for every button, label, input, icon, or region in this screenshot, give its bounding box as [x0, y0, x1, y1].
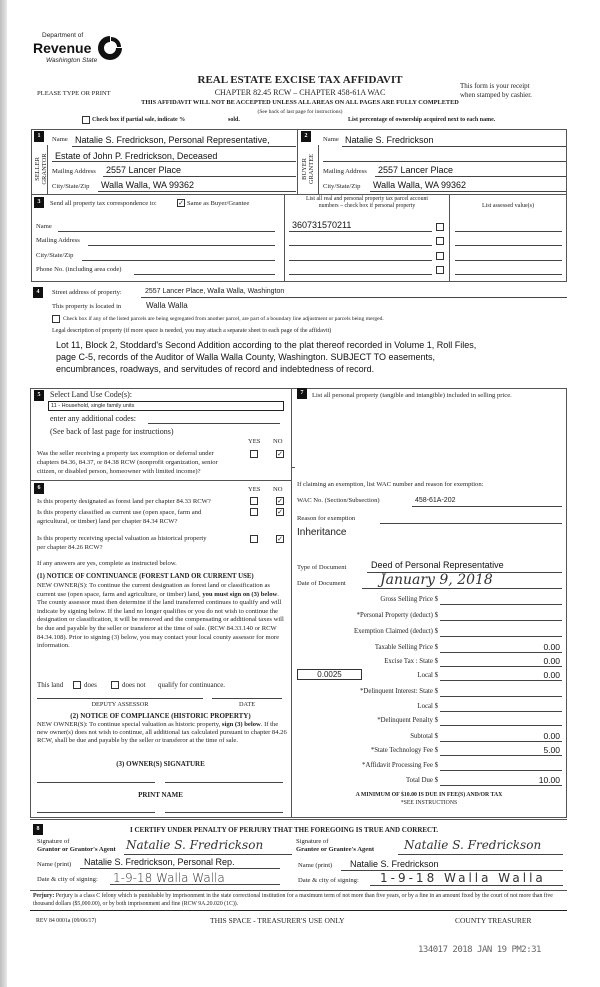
seller-city[interactable]: Walla Walla, WA 99362	[101, 180, 195, 190]
receipt-note-2: when stamped by cashier.	[460, 91, 532, 99]
legal-description-line-3[interactable]: encumbrances, roadways, and servitudes of record and indebtedness of record.	[56, 364, 375, 374]
corr-name-label: Name	[36, 223, 52, 230]
grantee-name-print-label: Name (print)	[298, 862, 333, 869]
deputy-assessor-label: DEPUTY ASSESSOR	[91, 701, 149, 708]
form-title: REAL ESTATE EXCISE TAX AFFIDAVIT	[197, 74, 403, 86]
fee-label: *Personal Property (deduct) $	[356, 612, 438, 619]
section-7-badge: 7	[297, 388, 307, 399]
local-rate-field[interactable]: 0.0025	[297, 669, 362, 680]
exemption-yes-checkbox[interactable]	[250, 450, 258, 458]
fee-label: Total Due $	[406, 777, 438, 784]
county-treasurer-label: COUNTY TREASURER	[455, 916, 532, 925]
seller-name-2[interactable]: Estate of John P. Fredrickson, Deceased	[55, 151, 218, 161]
fee-label: *Affidavit Processing Fee $	[362, 762, 438, 769]
historic-yes-checkbox[interactable]	[250, 535, 258, 543]
historic-no-checkbox[interactable]: ✓	[277, 535, 283, 543]
section-8-badge: 8	[33, 824, 43, 835]
fee-field[interactable]	[440, 725, 562, 726]
parcel-number-1[interactable]: 360731570211	[292, 220, 352, 230]
logo-line-2: Revenue	[33, 40, 92, 56]
owner-signature-title: (3) OWNER(S) SIGNATURE	[116, 760, 205, 768]
print-name-label: PRINT NAME	[138, 791, 183, 799]
buyer-name-label: Name	[323, 136, 339, 143]
corr-mail-label: Mailing Address	[36, 237, 80, 244]
corr-phone-label: Phone No. (including area code)	[36, 266, 122, 273]
fee-field[interactable]	[440, 636, 562, 637]
fee-label: *State Technology Fee $	[370, 747, 438, 754]
send-correspondence-label: Send all property tax correspondence to:	[50, 200, 157, 207]
forest-yes-checkbox[interactable]	[250, 497, 258, 505]
forest-land-question: Is this property designated as forest land per chapter 84.33 RCW?	[37, 498, 211, 505]
grantor-date-city-label: Date & city of signing:	[37, 876, 98, 883]
personal-property-checkbox-3[interactable]	[436, 252, 444, 260]
logo-line-1: Department of	[42, 32, 84, 39]
exemption-no-checkbox[interactable]: ✓	[277, 450, 283, 458]
fee-label: *Delinquent Interest: State $	[360, 688, 438, 695]
land-use-label: Select Land Use Code(s):	[50, 390, 132, 399]
parcel-header: List all real and personal property tax parcel account	[305, 196, 428, 202]
fee-label: Local $	[417, 703, 438, 710]
corr-mail-field[interactable]	[88, 245, 275, 246]
dor-logo-mark-icon	[96, 34, 124, 62]
segregated-label: Check box if any of the listed parcels are being segregated from another parcel, are part of a boundary line adjustment or parcels being merged.	[63, 316, 384, 322]
treasurer-use-label: THIS SPACE - TREASURER'S USE ONLY	[210, 916, 345, 925]
assessed-header: List assessed value(s)	[482, 203, 534, 209]
grantor-name-print-label: Name (print)	[37, 861, 72, 868]
document-type[interactable]: Deed of Personal Representative	[371, 560, 504, 570]
form-subtitle: CHAPTER 82.45 RCW – CHAPTER 458-61A WAC	[214, 88, 386, 97]
fee-field[interactable]	[440, 741, 562, 742]
scan-edge	[0, 0, 7, 987]
fee-label: Gross Selling Price $	[380, 596, 438, 603]
fee-value[interactable]: 0.00	[543, 670, 560, 680]
section-3-badge: 3	[34, 197, 44, 208]
fee-field[interactable]	[440, 755, 562, 756]
treasurer-stamp: 134017 2018 JAN 19 PM2:31	[418, 945, 541, 955]
buyer-mail[interactable]: 2557 Lancer Place	[378, 165, 454, 175]
grantee-date-city-label: Date & city of signing:	[298, 877, 359, 884]
additional-codes-field[interactable]	[148, 423, 280, 424]
receipt-note: This form is your receipt	[460, 82, 530, 90]
warning: THIS AFFIDAVIT WILL NOT BE ACCEPTED UNLESS ALL AREAS ON ALL PAGES ARE FULLY COMPLETED	[141, 99, 459, 106]
buyer-mail-label: Mailing Address	[323, 168, 367, 175]
personal-property-label: List all personal property (tangible and intangible) included in selling price.	[312, 392, 512, 399]
no-header-6: NO	[273, 486, 283, 493]
land-use-code-select[interactable]: 11 - Household, single family units	[48, 401, 284, 411]
reason-label: Reason for exemption	[297, 515, 356, 522]
section-5-badge: 5	[34, 390, 44, 401]
exemption-header: If claiming an exemption, list WAC number and reason for exemption:	[297, 481, 484, 488]
seller-grantor-label: SELLER GRANTOR	[34, 153, 48, 185]
seller-mail[interactable]: 2557 Lancer Place	[106, 165, 182, 175]
fee-value[interactable]: 0.00	[543, 642, 560, 652]
grantee-print-name[interactable]: Natalie S. Fredrickson	[350, 859, 439, 869]
ownership-note: List percentage of ownership acquired next to each name.	[348, 117, 496, 123]
does-qualify-checkbox[interactable]	[73, 681, 81, 689]
please-type: PLEASE TYPE OR PRINT	[37, 90, 111, 97]
fee-field[interactable]	[440, 711, 562, 712]
corr-city-field[interactable]	[82, 260, 275, 261]
sold-label: sold.	[228, 117, 240, 123]
legal-description-line-1[interactable]: Lot 11, Block 2, Stoddard's Second Addition according to the plat thereof recorded in Volume 1, Roll Files,	[56, 340, 477, 350]
seller-mail-label: Mailing Address	[52, 168, 96, 175]
section-2-badge: 2	[301, 131, 311, 142]
forest-no-checkbox[interactable]: ✓	[277, 497, 283, 505]
does-label: does	[84, 681, 97, 689]
grantor-date-city[interactable]: 1-9-18 Walla Walla	[113, 871, 225, 885]
located-in[interactable]: Walla Walla	[146, 301, 188, 310]
current-use-no-checkbox[interactable]: ✓	[277, 508, 283, 516]
buyer-grantee-label: BUYER GRANTEE	[301, 153, 315, 185]
street-address[interactable]: 2557 Lancer Place, Walla Walla, Washington	[145, 288, 285, 295]
grantor-sig-label: Signature of	[37, 838, 70, 845]
fee-value[interactable]: 0.00	[543, 731, 560, 741]
grantee-agent-label: Grantee or Grantee's Agent	[296, 846, 375, 853]
located-label: This property is located in	[52, 303, 122, 310]
street-label: Street address of property:	[52, 289, 122, 296]
fee-value[interactable]: 10.00	[538, 775, 560, 785]
yes-header-6: YES	[248, 486, 261, 493]
fee-label: Local $	[417, 672, 438, 679]
seller-name[interactable]: Natalie S. Fredrickson, Personal Representative,	[75, 135, 270, 145]
historic-question: Is this property receiving special valuation as historical property	[37, 535, 207, 542]
current-use-question: Is this property classified as current use (open space, farm and	[37, 509, 202, 516]
doc-type-label: Type of Document	[297, 564, 347, 571]
current-use-yes-checkbox[interactable]	[250, 508, 258, 516]
fee-value[interactable]: 0.00	[543, 656, 560, 666]
fee-label: Exemption Claimed (deduct) $	[354, 628, 438, 635]
does-not-label: does not	[122, 681, 146, 689]
partial-sale-label: Check box if partial sale, indicate %	[92, 117, 186, 123]
see-instructions: *SEE INSTRUCTIONS	[400, 800, 458, 806]
wac-label: WAC No. (Section/Subsection)	[297, 497, 380, 504]
does-not-qualify-checkbox[interactable]	[111, 681, 119, 689]
corr-city-label: City/State/Zip	[36, 252, 74, 259]
fee-field[interactable]	[440, 666, 562, 667]
fee-field[interactable]	[440, 680, 562, 681]
personal-property-checkbox-4[interactable]	[436, 266, 444, 274]
notice-continuance-text: NEW OWNER(S): To continue the current designation as forest land or classification as current use (open space, farm and agriculture, or timber) land, you must sign on (3) below. The county assessor must then determine if the land transferred continues to qualify and will indicate by signing below. If the land no longer qualifies or you do not wish to continue the designation or classification, it will be removed and the compensating or additional taxes will be due and payable by the seller or transferor at the time of sale. (RCW 84.33.140 or RCW 84.34.108). Prior to signing (3) below, you may contact your local county assessor for more information.	[37, 582, 284, 650]
section-1-badge: 1	[34, 131, 44, 142]
exemption-question-2: chapters 84.36, 84.37, or 84.38 RCW (nonprofit organization, senior	[37, 459, 218, 466]
wac-number[interactable]: 458-61A-202	[415, 497, 456, 504]
notice-compliance-text: NEW OWNER(S): To continue special valuation as historic property, sign (3) below. If the new owner(s) does not wish to continue, all additional tax calculated pursuant to chapter 84.26 RCW, shall be due and payable by the seller or transferor at the time of sale.	[37, 721, 287, 744]
personal-property-checkbox-2[interactable]	[436, 237, 444, 245]
seller-city-label: City/State/Zip	[52, 183, 90, 190]
fee-value[interactable]: 5.00	[543, 745, 560, 755]
section-4-badge: 4	[33, 287, 43, 298]
fee-field[interactable]	[440, 604, 562, 605]
notice-compliance-title: (2) NOTICE OF COMPLIANCE (HISTORIC PROPERTY)	[70, 712, 251, 720]
additional-codes-label: enter any additional codes:	[50, 414, 136, 423]
section-6-badge: 6	[34, 483, 44, 494]
buyer-city[interactable]: Walla Walla, WA 99362	[373, 180, 467, 190]
certify-statement: I CERTIFY UNDER PENALTY OF PERJURY THAT THE FOREGOING IS TRUE AND CORRECT.	[130, 826, 439, 834]
corr-name-field[interactable]	[58, 231, 275, 232]
seller-name-label: Name	[52, 136, 68, 143]
fee-field[interactable]	[440, 770, 562, 771]
grantee-sig-label: Signature of	[296, 838, 329, 845]
partial-sale-checkbox[interactable]	[82, 116, 90, 124]
if-yes-note: If any answers are yes, complete as instructed below.	[37, 560, 177, 567]
fee-label: Taxable Selling Price $	[374, 644, 438, 651]
perjury-notice: Perjury: Perjury is a class C felony which is punishable by imprisonment in the state correctional institution for a maximum term of not more than five years, or by a fine in an amount fixed by the court of not more than five thousand dollars ($5,000.00), or by both imprisonment and fine (RCW 9A.20.020 (1C)).	[33, 893, 553, 907]
historic-question-2: per chapter 84.26 RCW?	[37, 544, 103, 551]
fee-label: Subtotal $	[410, 733, 438, 740]
exemption-question: Was the seller receiving a property tax exemption or deferral under	[37, 450, 214, 457]
current-use-question-2: agricultural, or timber) land per chapter 84.34 RCW?	[37, 518, 178, 525]
notice-continuance-title: (1) NOTICE OF CONTINUANCE (FOREST LAND OR CURRENT USE)	[37, 573, 254, 580]
this-land-label: This land	[37, 681, 64, 689]
logo-line-3: Washington State	[46, 57, 98, 64]
legal-description-line-2[interactable]: page C-5, records of the Auditor of Walla Walla County, Washington. SUBJECT TO easements,	[56, 352, 436, 362]
yes-header: YES	[248, 438, 261, 445]
date-label: DATE	[238, 701, 256, 708]
grantor-agent-label: Grantor or Grantor's Agent	[37, 846, 116, 853]
qualify-label: qualify for continuance.	[158, 681, 226, 689]
minimum-due-note: A MINIMUM OF $10.00 IS DUE IN FEE(S) AND/OR TAX	[355, 792, 503, 798]
same-as-buyer-checkbox[interactable]: ✓	[178, 199, 184, 207]
fee-field[interactable]	[440, 652, 562, 653]
owner-signature-field[interactable]	[37, 782, 155, 783]
personal-property-checkbox-1[interactable]	[436, 223, 444, 231]
corr-phone-field[interactable]	[134, 274, 275, 275]
see-back: (See back of last page for instructions)	[257, 109, 343, 115]
parcel-header-2: numbers – check box if personal property	[318, 203, 416, 209]
grantor-signature[interactable]: Natalie S. Fredrickson	[126, 838, 264, 852]
legal-description-label: Legal description of property (if more space is needed, you may attach a separate sheet to each page of the affidavit)	[52, 328, 332, 334]
form-revision: REV 84 0001a (09/06/17)	[36, 918, 97, 924]
buyer-city-label: City/State/Zip	[323, 183, 361, 190]
exemption-question-3: citizen, or disabled person, homeowner with limited income)?	[37, 468, 201, 475]
grantor-print-name[interactable]: Natalie S. Fredrickson, Personal Rep.	[84, 857, 235, 867]
grantee-signature[interactable]: Natalie S. Fredrickson	[404, 838, 542, 852]
fee-label: Excise Tax : State $	[384, 658, 438, 665]
document-date[interactable]: January 9, 2018	[380, 572, 493, 588]
see-back-5: (See back of last page for instructions)	[50, 427, 174, 436]
grantee-date-city[interactable]: 1-9-18 Walla Walla	[380, 871, 546, 885]
fee-field[interactable]	[440, 696, 562, 697]
doc-date-label: Date of Document	[297, 580, 346, 587]
no-header: NO	[273, 438, 283, 445]
exemption-reason[interactable]: Inheritance	[297, 527, 347, 538]
segregated-checkbox[interactable]	[52, 315, 60, 323]
fee-field[interactable]	[440, 620, 562, 621]
same-as-buyer-label: Same as Buyer/Grantee	[187, 200, 250, 207]
owner-signature-field-2[interactable]	[165, 782, 283, 783]
fee-field[interactable]	[440, 785, 562, 786]
fee-label: *Delinquent Penalty $	[377, 717, 438, 724]
buyer-name[interactable]: Natalie S. Fredrickson	[345, 135, 434, 145]
